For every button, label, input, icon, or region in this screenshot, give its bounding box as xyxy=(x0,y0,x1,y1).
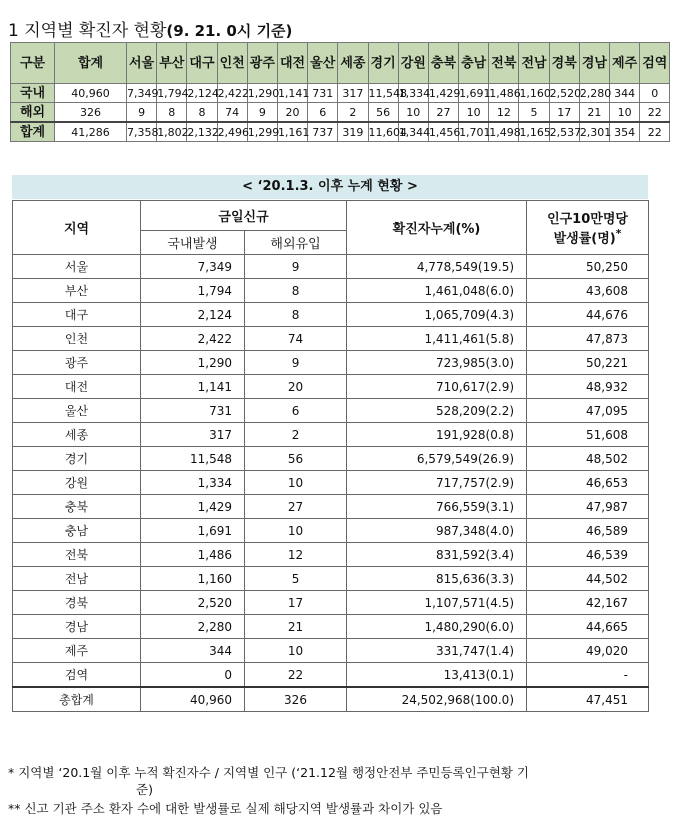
summary-cell: 5 xyxy=(519,103,549,123)
header-cumulative: 확진자누계(%) xyxy=(347,201,527,255)
table-row xyxy=(13,471,649,495)
overseas-cell: 6 xyxy=(245,399,347,423)
total-region-cell: 총합계 xyxy=(13,687,141,712)
rate-cell: 44,665 xyxy=(527,615,649,639)
summary-region-header: 경북 xyxy=(549,43,579,84)
region-cell: 울산 xyxy=(13,399,141,423)
cumulative-cell: 710,617(2.9) xyxy=(347,375,527,399)
header-domestic: 국내발생 xyxy=(141,231,245,255)
cumulative-cell: 6,579,549(26.9) xyxy=(347,447,527,471)
summary-cell: 1,141 xyxy=(277,84,307,103)
rate-cell: 49,020 xyxy=(527,639,649,663)
summary-region-header: 충북 xyxy=(428,43,458,84)
summary-cell: 22 xyxy=(640,122,670,142)
rate-cell: 51,608 xyxy=(527,423,649,447)
region-cell: 부산 xyxy=(13,279,141,303)
overseas-cell: 5 xyxy=(245,567,347,591)
summary-cell: 12 xyxy=(489,103,519,123)
summary-cell: 2,422 xyxy=(217,84,247,103)
table-row xyxy=(13,663,649,688)
table-row xyxy=(13,447,649,471)
summary-cell: 1,701 xyxy=(459,122,489,142)
cumulative-cell: 717,757(2.9) xyxy=(347,471,527,495)
summary-region-header: 대구 xyxy=(187,43,217,84)
summary-cell: 2,132 xyxy=(187,122,217,142)
summary-cell: 1,299 xyxy=(247,122,277,142)
summary-region-header: 부산 xyxy=(157,43,187,84)
summary-cell: 11,548 xyxy=(368,84,398,103)
summary-cell: 2,301 xyxy=(579,122,609,142)
summary-cell: 2,280 xyxy=(579,84,609,103)
domestic-cell: 1,290 xyxy=(141,351,245,375)
footnote-1 xyxy=(8,764,678,798)
overseas-cell: 27 xyxy=(245,495,347,519)
overseas-cell: 17 xyxy=(245,591,347,615)
page-title xyxy=(8,16,292,41)
summary-cell: 1,456 xyxy=(428,122,458,142)
table-row xyxy=(13,327,649,351)
summary-cell: 1,802 xyxy=(157,122,187,142)
overseas-cell: 2 xyxy=(245,423,347,447)
domestic-cell: 2,422 xyxy=(141,327,245,351)
region-cell: 인천 xyxy=(13,327,141,351)
summary-cell: 1,429 xyxy=(428,84,458,103)
header-rate-line1: 인구10만명당 xyxy=(547,212,628,228)
region-cell: 전북 xyxy=(13,543,141,567)
region-cell: 대전 xyxy=(13,375,141,399)
summary-region-header: 세종 xyxy=(338,43,368,84)
domestic-cell: 7,349 xyxy=(141,255,245,279)
total-rate-cell: 47,451 xyxy=(527,687,649,712)
header-overseas: 해외유입 xyxy=(245,231,347,255)
total-row xyxy=(13,687,649,712)
summary-cell: 354 xyxy=(610,122,640,142)
summary-cell: 8 xyxy=(187,103,217,123)
overseas-cell: 8 xyxy=(245,279,347,303)
summary-cell: 1,165 xyxy=(519,122,549,142)
cumulative-cell: 13,413(0.1) xyxy=(347,663,527,688)
table-row xyxy=(13,279,649,303)
table-row xyxy=(13,351,649,375)
summary-region-header: 인천 xyxy=(217,43,247,84)
footnote-1-line1: * 지역별 ‘20.1월 이후 누적 확진자수 / 지역별 인구 (‘21.12월 행정안전부 주민등록인구현황 기 xyxy=(8,765,529,780)
region-cell: 충북 xyxy=(13,495,141,519)
summary-cell: 1,160 xyxy=(519,84,549,103)
summary-region-header: 충남 xyxy=(459,43,489,84)
summary-cell: 317 xyxy=(338,84,368,103)
summary-cell: 737 xyxy=(308,122,338,142)
summary-cell: 1,691 xyxy=(459,84,489,103)
footnotes xyxy=(8,764,678,819)
overseas-cell: 10 xyxy=(245,471,347,495)
summary-header-total: 합계 xyxy=(55,43,127,84)
summary-region-header: 제주 xyxy=(610,43,640,84)
overseas-cell: 22 xyxy=(245,663,347,688)
rate-cell: 42,167 xyxy=(527,591,649,615)
summary-cell: 11,604 xyxy=(368,122,398,142)
domestic-cell: 1,141 xyxy=(141,375,245,399)
table-row xyxy=(13,639,649,663)
footnote-1-line2: 준) xyxy=(136,782,153,797)
region-cell: 제주 xyxy=(13,639,141,663)
summary-cell: 27 xyxy=(428,103,458,123)
summary-region-header: 경기 xyxy=(368,43,398,84)
rate-cell: 48,932 xyxy=(527,375,649,399)
domestic-cell: 1,794 xyxy=(141,279,245,303)
summary-header-label: 구분 xyxy=(11,43,55,84)
table-row xyxy=(13,615,649,639)
table-row xyxy=(13,303,649,327)
summary-row-total: 326 xyxy=(55,103,127,123)
overseas-cell: 74 xyxy=(245,327,347,351)
rate-cell: 44,502 xyxy=(527,567,649,591)
region-cell: 세종 xyxy=(13,423,141,447)
domestic-cell: 1,691 xyxy=(141,519,245,543)
cumulative-cell: 1,107,571(4.5) xyxy=(347,591,527,615)
cumulative-cell: 815,636(3.3) xyxy=(347,567,527,591)
summary-cell: 1,486 xyxy=(489,84,519,103)
overseas-cell: 9 xyxy=(245,255,347,279)
overseas-cell: 10 xyxy=(245,639,347,663)
cumulative-cell: 191,928(0.8) xyxy=(347,423,527,447)
domestic-cell: 1,160 xyxy=(141,567,245,591)
cumulative-cell: 1,065,709(4.3) xyxy=(347,303,527,327)
table-row xyxy=(13,255,649,279)
table-row xyxy=(13,567,649,591)
summary-cell: 1,498 xyxy=(489,122,519,142)
summary-region-header: 울산 xyxy=(308,43,338,84)
table-row xyxy=(13,423,649,447)
region-cell: 충남 xyxy=(13,519,141,543)
detail-table xyxy=(12,200,649,712)
summary-row-label: 국내 xyxy=(11,84,55,103)
summary-cell: 2,124 xyxy=(187,84,217,103)
summary-cell: 56 xyxy=(368,103,398,123)
summary-cell: 0 xyxy=(640,84,670,103)
summary-cell: 9 xyxy=(247,103,277,123)
total-overseas-cell: 326 xyxy=(245,687,347,712)
domestic-cell: 2,280 xyxy=(141,615,245,639)
rate-cell: - xyxy=(527,663,649,688)
domestic-cell: 2,124 xyxy=(141,303,245,327)
summary-cell: 8 xyxy=(157,103,187,123)
overseas-cell: 21 xyxy=(245,615,347,639)
summary-cell: 1,344 xyxy=(398,122,428,142)
title-text: 1 지역별 확진자 현황 xyxy=(8,21,167,41)
summary-row-label: 해외 xyxy=(11,103,55,123)
summary-cell: 22 xyxy=(640,103,670,123)
summary-cell: 2,537 xyxy=(549,122,579,142)
header-new-cases: 금일신규 xyxy=(141,201,347,231)
summary-row xyxy=(11,84,670,103)
summary-cell: 10 xyxy=(398,103,428,123)
region-cell: 광주 xyxy=(13,351,141,375)
summary-cell: 17 xyxy=(549,103,579,123)
detail-caption: < ‘20.1.3. 이후 누계 현황 > xyxy=(12,175,648,199)
summary-cell: 1,334 xyxy=(398,84,428,103)
domestic-cell: 731 xyxy=(141,399,245,423)
summary-row xyxy=(11,122,670,142)
cumulative-cell: 723,985(3.0) xyxy=(347,351,527,375)
summary-cell: 9 xyxy=(127,103,157,123)
summary-cell: 1,290 xyxy=(247,84,277,103)
header-rate xyxy=(527,201,649,255)
rate-cell: 50,221 xyxy=(527,351,649,375)
domestic-cell: 344 xyxy=(141,639,245,663)
overseas-cell: 12 xyxy=(245,543,347,567)
domestic-cell: 11,548 xyxy=(141,447,245,471)
cumulative-cell: 831,592(3.4) xyxy=(347,543,527,567)
rate-cell: 46,653 xyxy=(527,471,649,495)
region-cell: 검역 xyxy=(13,663,141,688)
table-row xyxy=(13,375,649,399)
header-rate-line2: 발생률(명) xyxy=(553,231,616,247)
summary-region-header: 전북 xyxy=(489,43,519,84)
summary-cell: 2,496 xyxy=(217,122,247,142)
table-row xyxy=(13,399,649,423)
cumulative-cell: 4,778,549(19.5) xyxy=(347,255,527,279)
domestic-cell: 2,520 xyxy=(141,591,245,615)
table-row xyxy=(13,591,649,615)
rate-cell: 44,676 xyxy=(527,303,649,327)
summary-row xyxy=(11,103,670,123)
table-row xyxy=(13,495,649,519)
cumulative-cell: 528,209(2.2) xyxy=(347,399,527,423)
rate-cell: 46,589 xyxy=(527,519,649,543)
summary-region-header: 전남 xyxy=(519,43,549,84)
summary-region-header: 대전 xyxy=(277,43,307,84)
overseas-cell: 8 xyxy=(245,303,347,327)
cumulative-cell: 1,411,461(5.8) xyxy=(347,327,527,351)
rate-cell: 48,502 xyxy=(527,447,649,471)
summary-cell: 10 xyxy=(459,103,489,123)
summary-cell: 731 xyxy=(308,84,338,103)
summary-region-header: 서울 xyxy=(127,43,157,84)
domestic-cell: 1,334 xyxy=(141,471,245,495)
region-cell: 서울 xyxy=(13,255,141,279)
summary-row-total: 40,960 xyxy=(55,84,127,103)
cumulative-cell: 1,461,048(6.0) xyxy=(347,279,527,303)
cumulative-cell: 766,559(3.1) xyxy=(347,495,527,519)
rate-cell: 46,539 xyxy=(527,543,649,567)
domestic-cell: 317 xyxy=(141,423,245,447)
title-date: (9. 21. 0시 기준) xyxy=(166,22,293,40)
region-cell: 강원 xyxy=(13,471,141,495)
summary-cell: 2 xyxy=(338,103,368,123)
summary-cell: 7,349 xyxy=(127,84,157,103)
header-region: 지역 xyxy=(13,201,141,255)
rate-cell: 47,987 xyxy=(527,495,649,519)
summary-cell: 1,161 xyxy=(277,122,307,142)
summary-cell: 344 xyxy=(610,84,640,103)
region-cell: 경기 xyxy=(13,447,141,471)
summary-row-label: 합계 xyxy=(11,122,55,142)
domestic-cell: 1,429 xyxy=(141,495,245,519)
summary-cell: 21 xyxy=(579,103,609,123)
cumulative-cell: 331,747(1.4) xyxy=(347,639,527,663)
rate-cell: 43,608 xyxy=(527,279,649,303)
summary-cell: 74 xyxy=(217,103,247,123)
summary-region-header: 광주 xyxy=(247,43,277,84)
overseas-cell: 20 xyxy=(245,375,347,399)
domestic-cell: 1,486 xyxy=(141,543,245,567)
summary-cell: 10 xyxy=(610,103,640,123)
total-cumulative-cell: 24,502,968(100.0) xyxy=(347,687,527,712)
region-cell: 경남 xyxy=(13,615,141,639)
table-row xyxy=(13,519,649,543)
rate-cell: 50,250 xyxy=(527,255,649,279)
summary-cell: 7,358 xyxy=(127,122,157,142)
overseas-cell: 9 xyxy=(245,351,347,375)
summary-cell: 20 xyxy=(277,103,307,123)
footnote-2: ** 신고 기관 주소 환자 수에 대한 발생률로 실제 해당지역 발생률과 차이가 있음 xyxy=(8,801,443,816)
summary-row-total: 41,286 xyxy=(55,122,127,142)
rate-cell: 47,873 xyxy=(527,327,649,351)
region-cell: 대구 xyxy=(13,303,141,327)
summary-region-header: 검역 xyxy=(640,43,670,84)
total-domestic-cell: 40,960 xyxy=(141,687,245,712)
cumulative-cell: 1,480,290(6.0) xyxy=(347,615,527,639)
summary-cell: 319 xyxy=(338,122,368,142)
table-row xyxy=(13,543,649,567)
overseas-cell: 10 xyxy=(245,519,347,543)
overseas-cell: 56 xyxy=(245,447,347,471)
summary-header-row xyxy=(11,43,670,84)
rate-cell: 47,095 xyxy=(527,399,649,423)
summary-cell: 1,794 xyxy=(157,84,187,103)
summary-cell: 2,520 xyxy=(549,84,579,103)
region-cell: 전남 xyxy=(13,567,141,591)
summary-region-header: 경남 xyxy=(579,43,609,84)
summary-region-header: 강원 xyxy=(398,43,428,84)
header-rate-mark: * xyxy=(615,227,622,241)
summary-cell: 6 xyxy=(308,103,338,123)
cumulative-cell: 987,348(4.0) xyxy=(347,519,527,543)
summary-table xyxy=(10,42,670,142)
domestic-cell: 0 xyxy=(141,663,245,688)
region-cell: 경북 xyxy=(13,591,141,615)
